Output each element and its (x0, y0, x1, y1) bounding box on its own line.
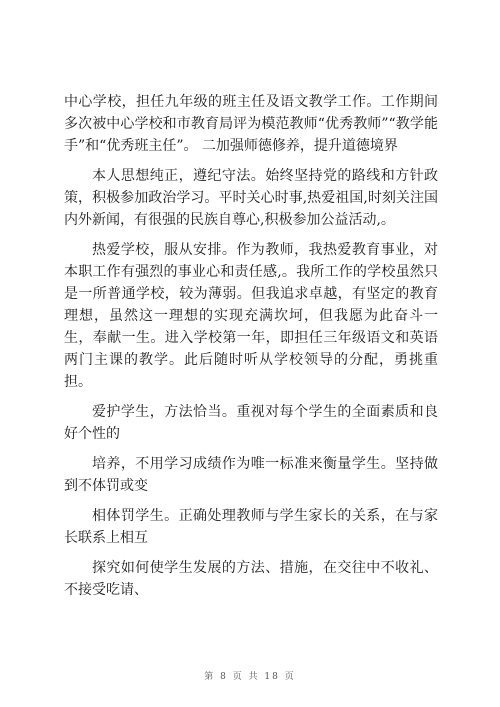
paragraph-6: 相体罚学生。正确处理教师与学生家长的关系，在与家长联系上相互 (64, 508, 438, 546)
paragraph-2: 本人思想纯正，遵纪守法。始终坚持党的路线和方针政策，积极参加政治学习。平时关心时事,热爱祖国,时刻关注国内外新闻，有很强的民族自尊心,积极参加公益活动,。 (64, 168, 438, 228)
paragraph-5: 培养，不用学习成绩作为唯一标准来衡量学生。坚持做到不体罚或变 (64, 456, 438, 494)
paragraph-3: 热爱学校，服从安排。作为教师，我热爱教育事业，对本职工作有强烈的事业心和责任感,。我所工作的学校虽然只是一所普通学校，较为薄弱。但我追求卓越，有坚定的教育理想，虽然这一理想的实现充满坎坷，但我愿为此奋斗一生，奉献一生。进入学校第一年，即担任三年级语文和英语两门主课的教学。此后随时听从学校领导的分配，勇挑重担。 (64, 242, 438, 390)
paragraph-4: 爱护学生，方法恰当。重视对每个学生的全面素质和良好个性的 (64, 404, 438, 442)
paragraph-1: 中心学校，担任九年级的班主任及语文教学工作。工作期间多次被中心学校和市教育局评为模范教师“优秀教师”“教学能手”和“优秀班主任”。 二加强师德修养，提升道德境界 (64, 94, 438, 154)
document-body (64, 91, 438, 609)
page-number-footer: 第 8 页 共 18 页 (204, 672, 296, 682)
paragraph-7: 探究如何使学生发展的方法、措施，在交往中不收礼、不接受吃请、 (64, 560, 438, 598)
